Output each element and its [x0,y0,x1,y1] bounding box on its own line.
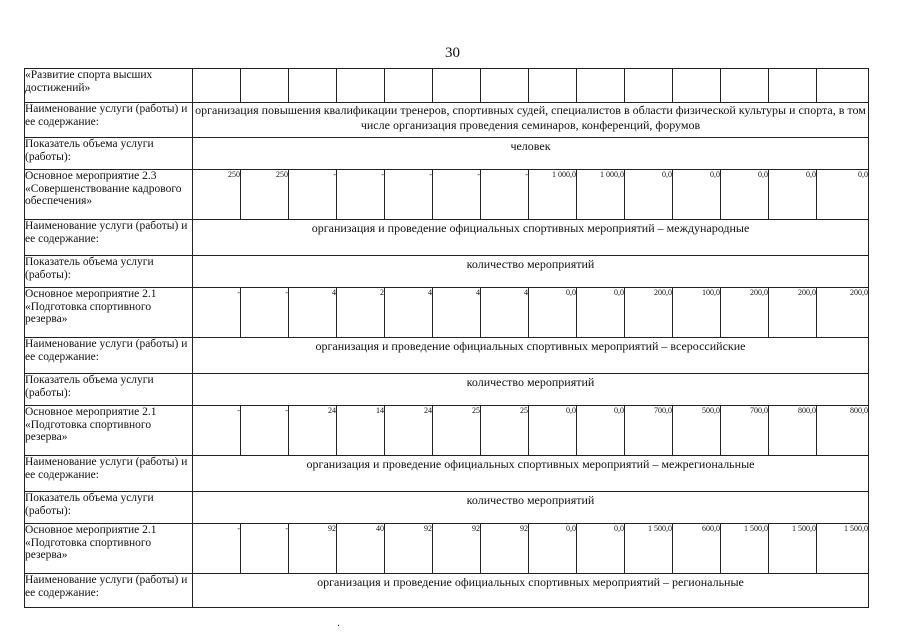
value-cell: 4 [481,288,529,338]
value-cell [529,69,577,103]
merged-text-cell: организация и проведение официальных спортивных мероприятий – региональные [193,574,869,608]
activity-row [25,406,869,456]
services-table [24,68,869,608]
value-cell: 200,0 [721,288,769,338]
value-cell: 800,0 [817,406,869,456]
service-row [25,220,869,256]
merged-text-cell: человек [193,138,869,170]
value-cell: 1 500,0 [769,524,817,574]
row-label: Показатель объема услуги (работы): [25,138,193,170]
value-cell [721,69,769,103]
value-cell: 92 [433,524,481,574]
value-cell [769,69,817,103]
merged-text-cell: количество мероприятий [193,492,869,524]
value-cell: 40 [337,524,385,574]
activity-row [25,288,869,338]
merged-text-cell: организация повышения квалификации тренеров, спортивных судей, специалистов в области физической культуры и спорта, в том числе организация проведения семинаров, конференций, форумов [193,103,869,138]
value-cell: 1 500,0 [817,524,869,574]
merged-text-cell: количество мероприятий [193,256,869,288]
value-cell: 0,0 [769,170,817,220]
page-number: 30 [445,45,460,61]
value-cell: 92 [481,524,529,574]
value-cell: - [241,524,289,574]
value-cell: - [337,170,385,220]
value-cell: 4 [385,288,433,338]
value-cell: - [433,170,481,220]
value-cell: 25 [481,406,529,456]
value-cell [337,69,385,103]
value-cell [433,69,481,103]
value-cell: 0,0 [529,524,577,574]
row-label: Показатель объема услуги (работы): [25,374,193,406]
value-cell [193,69,241,103]
value-cell: - [481,170,529,220]
service-row [25,456,869,492]
value-cell: 1 500,0 [721,524,769,574]
value-cell: 100,0 [673,288,721,338]
row-label: Наименование услуги (работы) и ее содержание: [25,220,193,256]
row-label: Наименование услуги (работы) и ее содержание: [25,574,193,608]
value-cell: 0,0 [721,170,769,220]
row-label: Основное мероприятие 2.1 «Подготовка спортивного резерва» [25,406,193,456]
value-cell: 250 [241,170,289,220]
value-cell: 24 [289,406,337,456]
value-cell: - [241,406,289,456]
service-row [25,574,869,608]
row-label: Наименование услуги (работы) и ее содержание: [25,456,193,492]
value-cell [817,69,869,103]
row-label: Показатель объема услуги (работы): [25,492,193,524]
value-cell: 0,0 [625,170,673,220]
value-cell [241,69,289,103]
value-cell: 250 [193,170,241,220]
service-row [25,103,869,138]
value-cell: 25 [433,406,481,456]
value-cell: 0,0 [577,524,625,574]
value-cell: - [385,170,433,220]
value-cell: - [193,406,241,456]
row-label: «Развитие спорта высших достижений» [25,69,193,103]
value-cell: - [289,170,337,220]
value-cell: 0,0 [577,406,625,456]
value-cell [577,69,625,103]
merged-text-cell: организация и проведение официальных спортивных мероприятий – межрегиональные [193,456,869,492]
value-cell: 1 000,0 [577,170,625,220]
value-cell [673,69,721,103]
activity-row [25,69,869,103]
service-row [25,338,869,374]
value-cell: 14 [337,406,385,456]
row-label: Показатель объема услуги (работы): [25,256,193,288]
merged-text-cell: организация и проведение официальных спортивных мероприятий – международные [193,220,869,256]
merged-text-cell: организация и проведение официальных спортивных мероприятий – всероссийские [193,338,869,374]
value-cell: 1 000,0 [529,170,577,220]
value-cell: 92 [385,524,433,574]
value-cell: 0,0 [817,170,869,220]
row-label: Наименование услуги (работы) и ее содержание: [25,338,193,374]
value-cell [481,69,529,103]
row-label: Наименование услуги (работы) и ее содержание: [25,103,193,138]
row-label: Основное мероприятие 2.1 «Подготовка спортивного резерва» [25,288,193,338]
service-row [25,138,869,170]
row-label: Основное мероприятие 2.3 «Совершенствование кадрового обеспечения» [25,170,193,220]
value-cell: 600,0 [673,524,721,574]
service-row [25,492,869,524]
value-cell: 0,0 [529,406,577,456]
value-cell: 200,0 [625,288,673,338]
value-cell: - [193,288,241,338]
value-cell: 92 [289,524,337,574]
service-row [25,374,869,406]
activity-row [25,170,869,220]
value-cell: 0,0 [529,288,577,338]
service-row [25,256,869,288]
value-cell [385,69,433,103]
value-cell: 2 [337,288,385,338]
value-cell [289,69,337,103]
value-cell: 500,0 [673,406,721,456]
footer-mark: · [337,621,341,632]
value-cell: 700,0 [721,406,769,456]
value-cell: 200,0 [817,288,869,338]
activity-row [25,524,869,574]
value-cell: 200,0 [769,288,817,338]
value-cell [625,69,673,103]
value-cell: 700,0 [625,406,673,456]
value-cell: - [241,288,289,338]
row-label: Основное мероприятие 2.1 «Подготовка спортивного резерва» [25,524,193,574]
value-cell: 4 [289,288,337,338]
value-cell: 800,0 [769,406,817,456]
value-cell: 24 [385,406,433,456]
value-cell: 1 500,0 [625,524,673,574]
merged-text-cell: количество мероприятий [193,374,869,406]
value-cell: 0,0 [673,170,721,220]
value-cell: - [193,524,241,574]
value-cell: 4 [433,288,481,338]
value-cell: 0,0 [577,288,625,338]
